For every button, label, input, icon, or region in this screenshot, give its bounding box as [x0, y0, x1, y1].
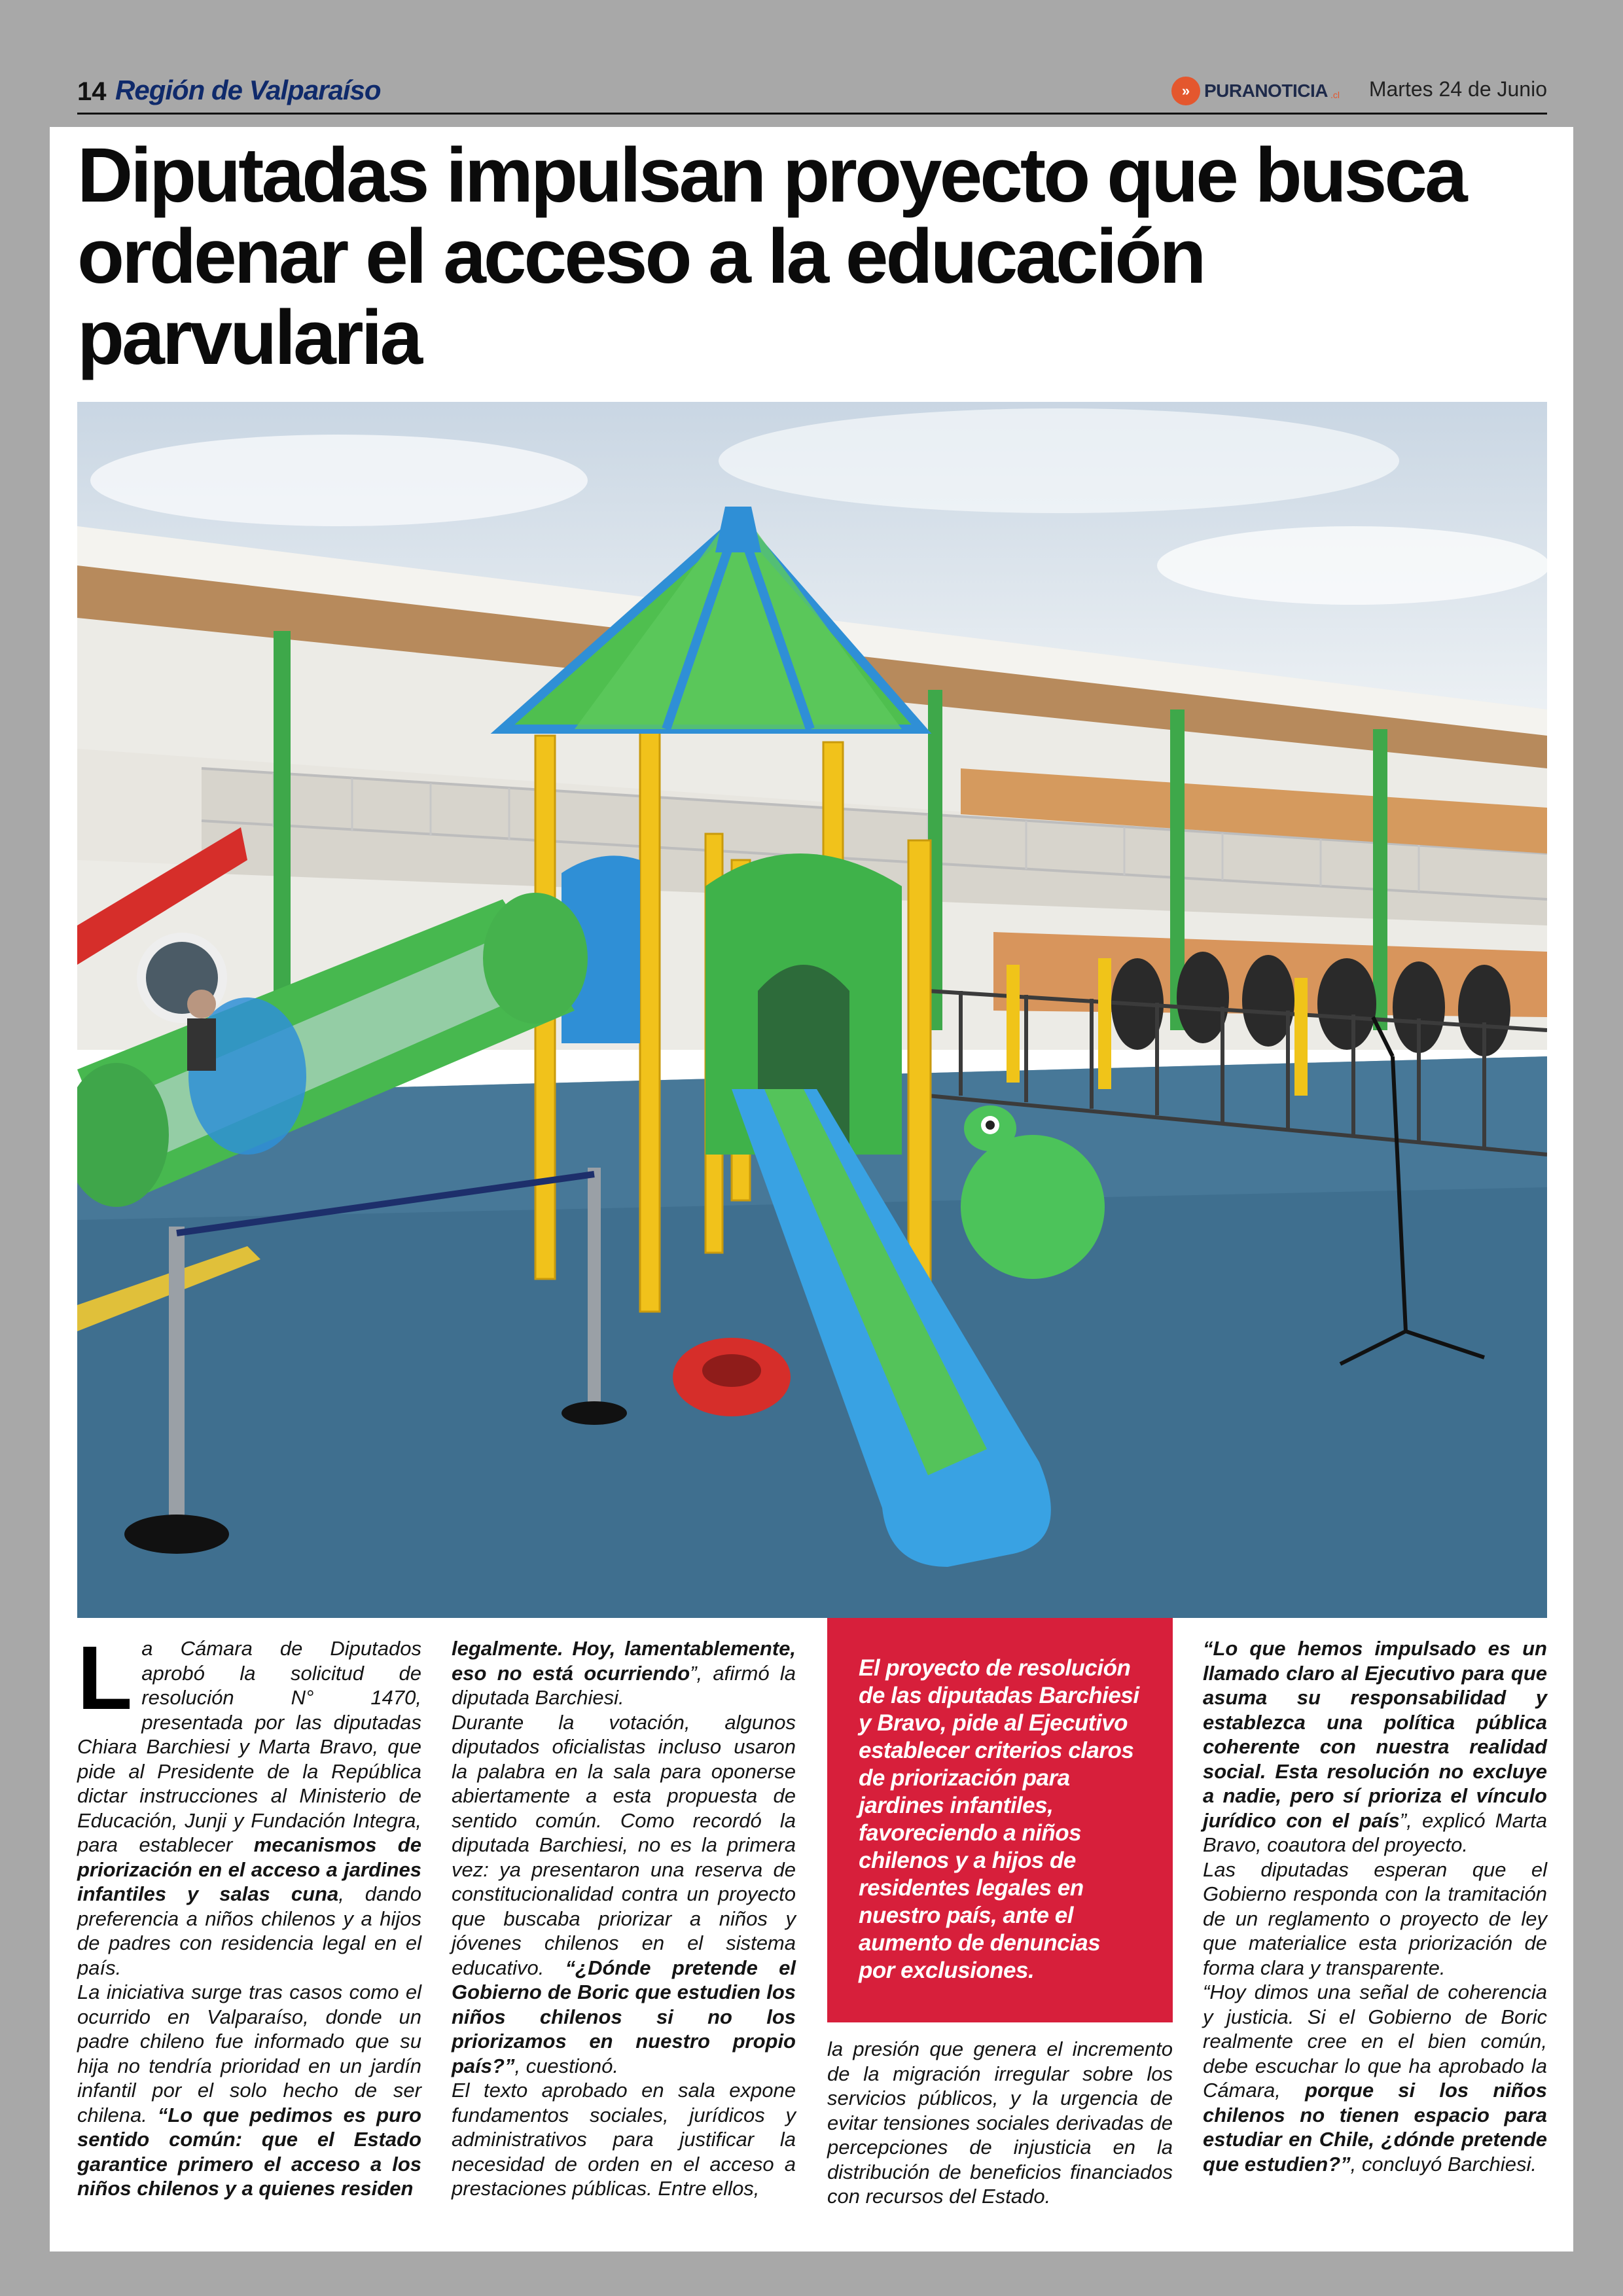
text-emphasis: mecanismos de priorización en el acceso a jardines infantiles y salas cuna [77, 1833, 421, 1905]
page-header [0, 0, 1623, 124]
article-column-4 [1203, 1636, 1547, 2176]
text-run: ”, afirmó la diputada Barchiesi. [452, 1661, 796, 1709]
playground-illustration [77, 402, 1547, 1618]
article-photo [77, 402, 1547, 1618]
paragraph: El texto aprobado en sala expone fundamentos sociales, jurídicos y administrativos para justificar la necesidad de orden en el acceso a prestaciones públicas. Entre ellos, [452, 2079, 796, 2200]
text-emphasis: “Lo que pedimos es puro sentido común: que el Estado garantice primero el acceso a los niños chilenos y a quienes residen [77, 2103, 421, 2200]
section-title: Región de Valparaíso [115, 75, 381, 105]
paragraph [1203, 1636, 1547, 1857]
pull-quote-text: El proyecto de resolución de las diputadas Barchiesi y Bravo, pide al Ejecutivo establecer criterios claros de priorización para jardines infantiles, favoreciendo a niños chilenos y a hijos de residentes legales en nuestro país, ante el aumento de denuncias por exclusiones. [859, 1655, 1139, 1983]
text-emphasis: “¿Dónde pretende el Gobierno de Boric que estudien los niños chilenos si no los priorizamos en nuestro propio país?” [452, 1956, 796, 2077]
text-emphasis: legalmente. Hoy, lamentablemente, eso no está ocurriendo [452, 1637, 796, 1685]
text-run: La iniciativa surge tras casos como el ocurrido en Valparaíso, donde un padre chileno fue informado que su hija no tendría prioridad en un jardín infantil por el solo hecho de ser chilena. [77, 1981, 421, 2126]
text-run: “Hoy dimos una señal de coherencia y justicia. Si el Gobierno de Boric realmente cree en el bien común, debe escuchar lo que ha aprobado la Cámara, [1203, 1981, 1547, 2102]
article-column-1 [77, 1628, 421, 2201]
paragraph [77, 1628, 421, 1980]
paragraph [77, 1980, 421, 2201]
paragraph: Las diputadas esperan que el Gobierno responda con la tramitación de un reglamento o proyecto de ley que materialice esta priorización de forma clara y transparente. [1203, 1857, 1547, 1979]
header-divider [77, 113, 1547, 115]
logo-suffix: .cl [1330, 90, 1340, 100]
logo-text: PURANOTICIA [1204, 81, 1328, 101]
brand-logo[interactable] [1171, 75, 1340, 107]
text-emphasis: porque si los niños chilenos no tienen espacio para estudiar en Chile, ¿dónde pretende que estudien?” [1203, 2079, 1547, 2176]
article-headline: Diputadas impulsan proyecto que busca ordenar el acceso a la educación parvularia [77, 132, 1465, 381]
text-run: , dando preferencia a niños chilenos y a hijos de padres con residencia legal en el país. [77, 1882, 421, 1979]
text-run: Durante la votación, algunos diputados oficialistas incluso usaron la palabra en la sala para oponerse abiertamente a esta propuesta de sentido común. Como recordó la diputada Barchiesi, no es la primera vez: ya presentaron una reserva de constitucionalidad contra un proyecto que buscaba priorizar a niños y jóvenes chilenos en el sistema educativo. [452, 1710, 796, 1979]
paragraph [452, 1710, 796, 2079]
text-run: a Cámara de Diputados aprobó la solicitud de resolución N° 1470, presentada por las diputadas Chiara Barchiesi y Marta Bravo, que pide al Presidente de la República dictar instrucciones al Ministerio de Educación, Junji y Fundación Integra, para establecer [77, 1637, 421, 1856]
article-column-3 [827, 2037, 1173, 2209]
page-number: 14 [77, 77, 107, 106]
drop-cap: L [77, 1628, 133, 1729]
text-run: , concluyó Barchiesi. [1350, 2152, 1537, 2176]
paragraph: la presión que genera el incremento de la migración irregular sobre los servicios públicos, y la urgencia de evitar tensiones sociales derivadas de percepciones de injusticia en la distribución de beneficios financiados con recursos del Estado. [827, 2037, 1173, 2208]
paragraph [1203, 1980, 1547, 2176]
issue-date: Martes 24 de Junio [1368, 77, 1547, 101]
paragraph [452, 1636, 796, 1710]
text-run: ”, explicó Marta Bravo, coautora del proyecto. [1203, 1808, 1547, 1856]
pull-quote-box [827, 1618, 1173, 2022]
article-column-2 [452, 1636, 796, 2201]
text-run: , cuestionó. [514, 2054, 619, 2077]
text-emphasis: “Lo que hemos impulsado es un llamado claro al Ejecutivo para que asuma su responsabilidad y establezca una política pública coherente con nuestra realidad social. Esta resolución no excluye a nadie, pero sí prioriza el vínculo jurídico con el país [1203, 1637, 1547, 1832]
logo-chevron-icon: » [1171, 77, 1200, 105]
